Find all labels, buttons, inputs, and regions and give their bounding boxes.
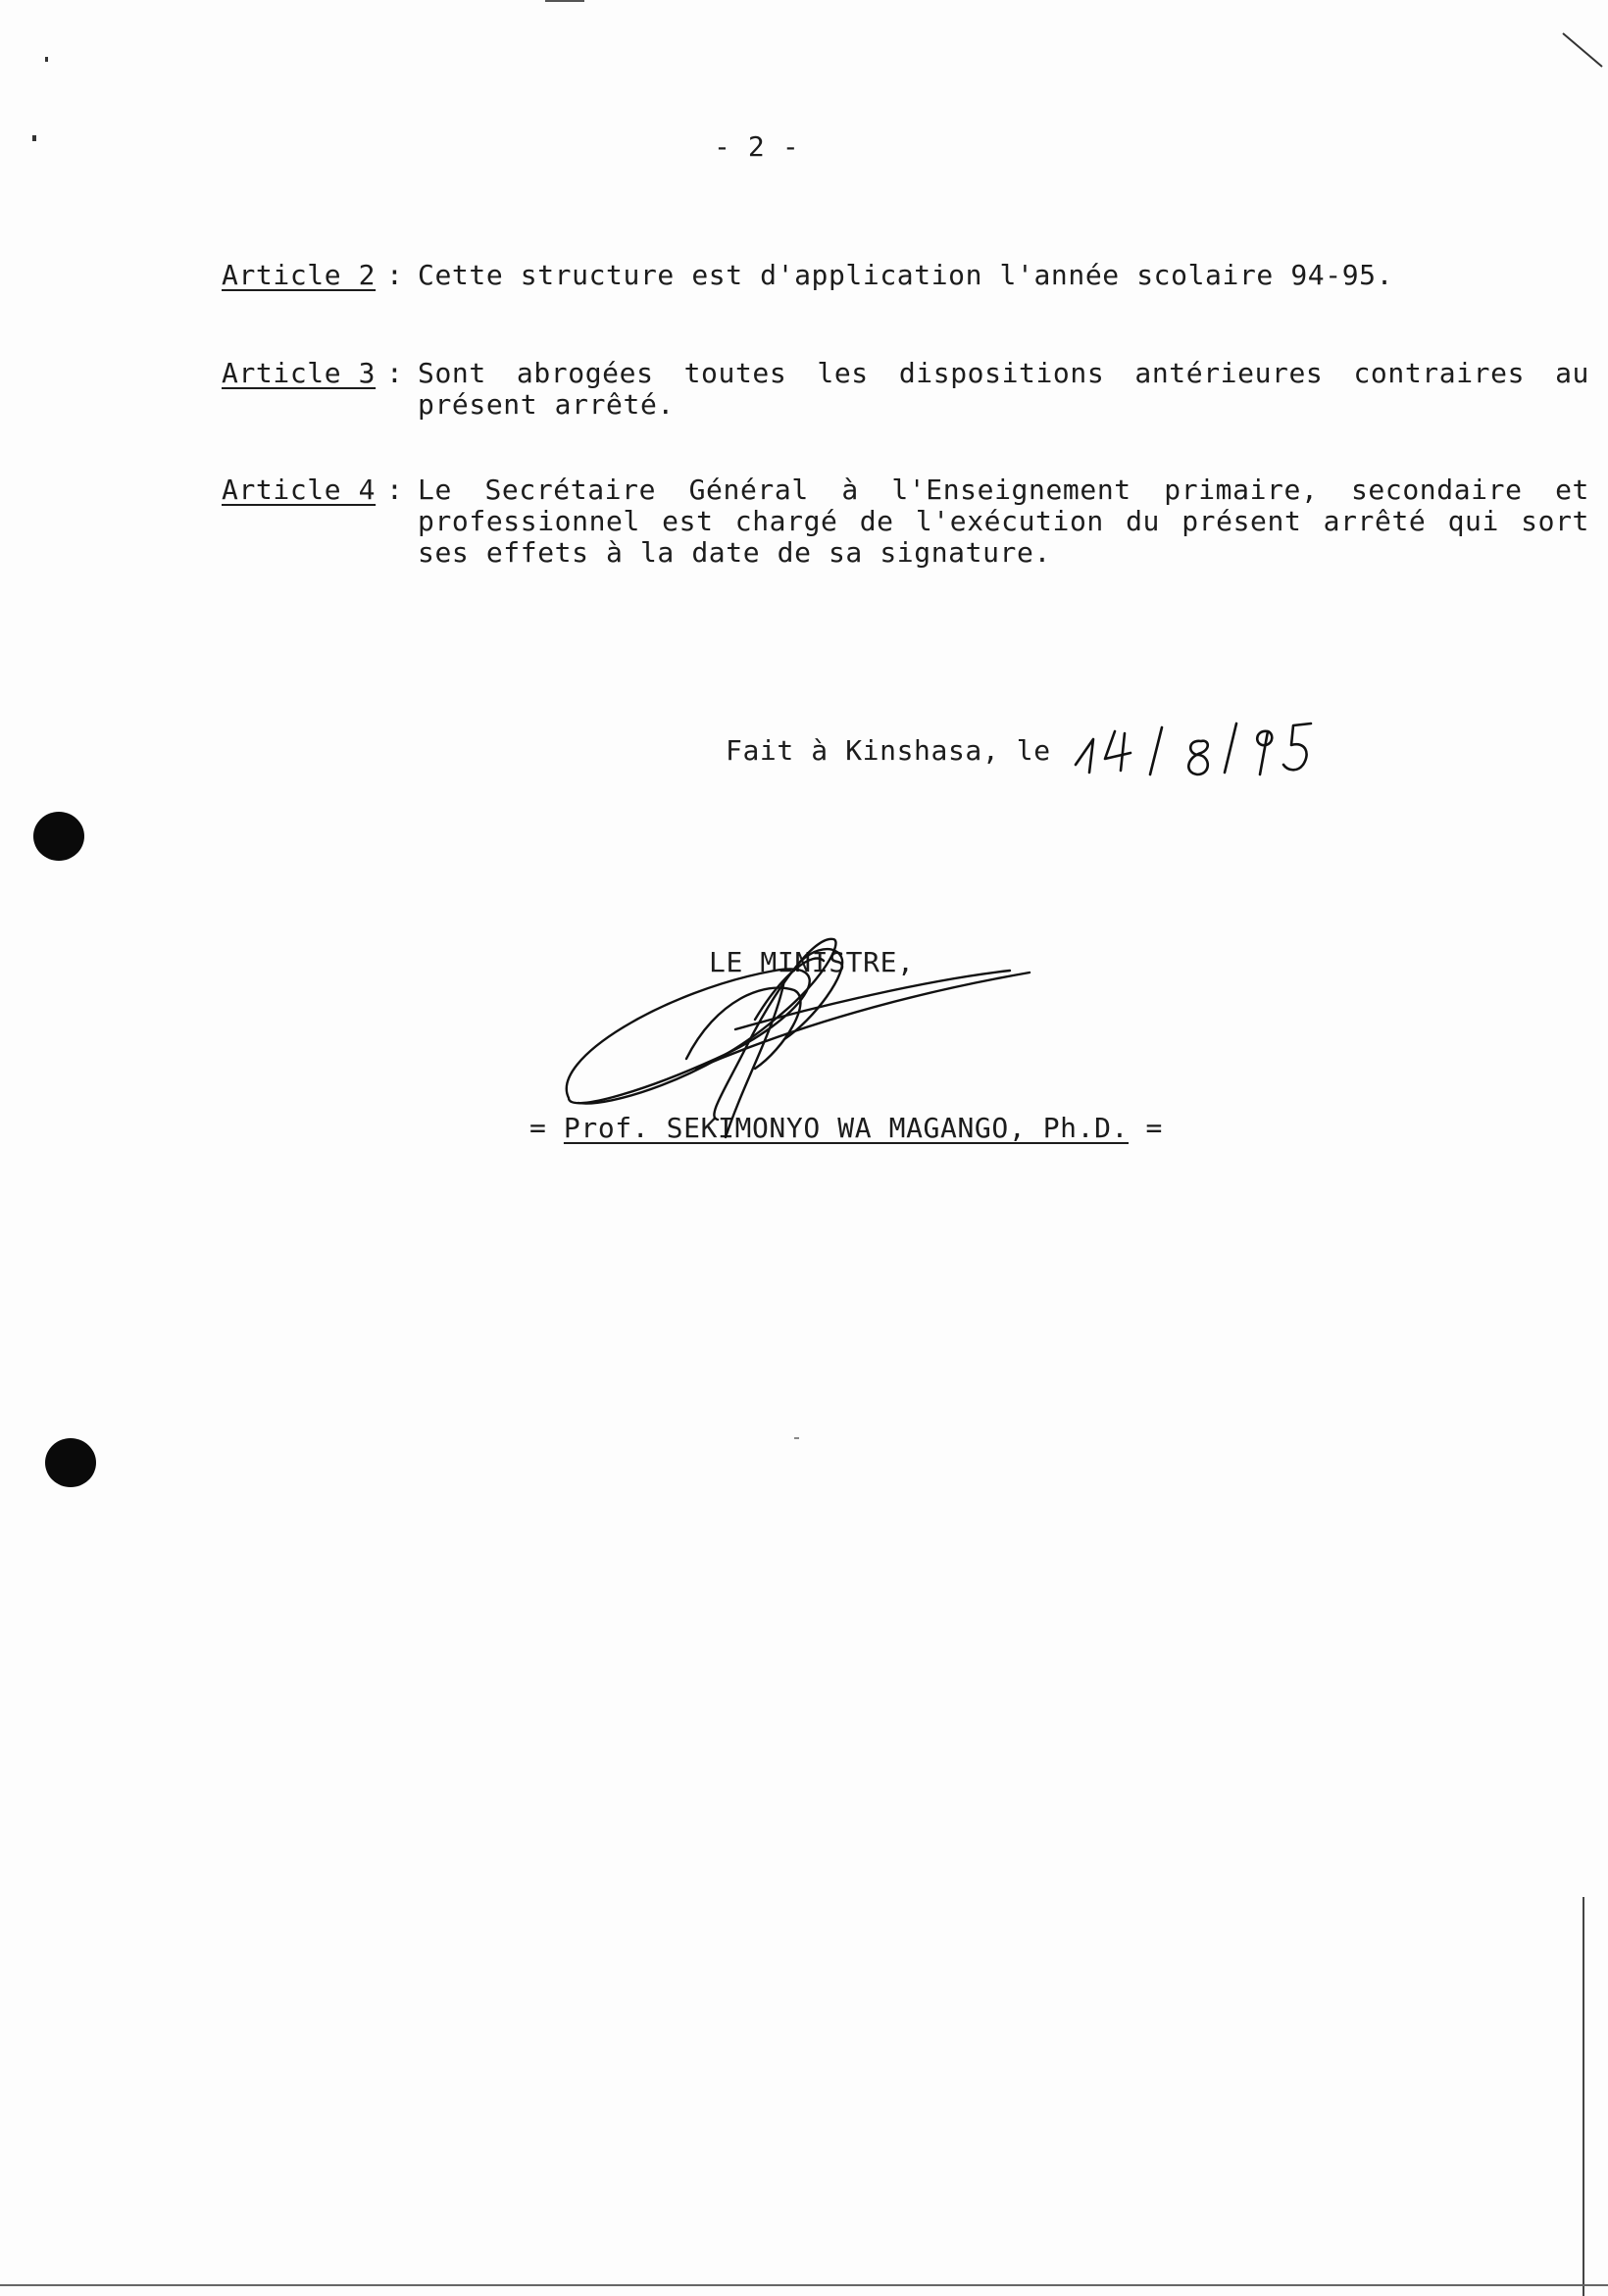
page-number: - 2 -: [714, 130, 800, 163]
name-prefix: =: [529, 1112, 564, 1144]
punch-hole: [45, 1438, 96, 1487]
place-and-date-line: Fait à Kinshasa, le: [726, 734, 1051, 767]
article-separator: :: [386, 474, 404, 506]
handwritten-date: [1064, 704, 1329, 782]
article-separator: :: [386, 357, 404, 389]
name-suffix: =: [1129, 1112, 1163, 1144]
scan-edge-line: [1583, 1897, 1584, 2296]
article-label: Article 2: [222, 259, 377, 291]
punch-hole: [33, 812, 84, 861]
article-text: Cette structure est d'application l'année scolaire 94-95.: [418, 259, 1394, 291]
article-separator: :: [386, 259, 404, 291]
scan-speck: [794, 1437, 799, 1439]
scan-artifact-corner: [1561, 31, 1604, 71]
minister-title: LE MINISTRE,: [709, 946, 915, 978]
minister-name: Prof. SEKIMONYO WA MAGANGO, Ph.D.: [563, 1112, 1130, 1144]
scan-speck: [45, 57, 48, 62]
article-label: Article 4: [222, 474, 377, 506]
handwritten-signature: [549, 912, 1049, 1157]
scan-artifact-top: [545, 0, 584, 2]
article-text: Sont abrogées toutes les dispositions antérieures contraires au présent arrêté.: [418, 357, 1589, 421]
article-text: Le Secrétaire Général à l'Enseignement primaire, secondaire et professionnel est chargé de l'exécution du présent arrêté qui sort ses effets à la date de sa signature.: [418, 474, 1589, 569]
article-label: Article 3: [222, 357, 377, 389]
scan-speck: [32, 135, 36, 141]
scan-bottom-edge: [0, 2284, 1608, 2286]
